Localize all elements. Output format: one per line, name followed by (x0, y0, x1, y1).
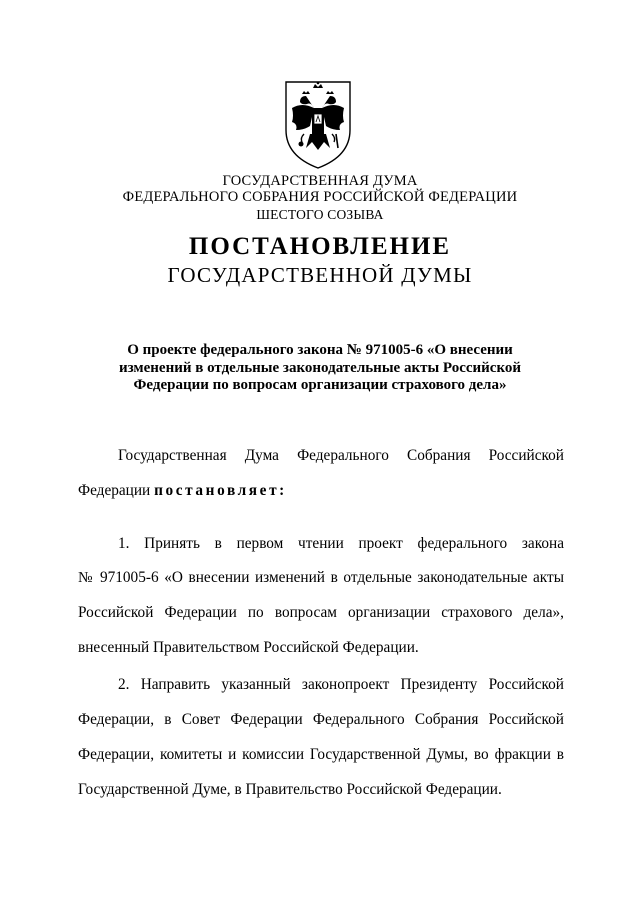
item-2-line: Федерации, комитеты и комиссии Государственной Думы, во фракции в (78, 746, 564, 763)
item-1-line: Российской Федерации по вопросам организации страхового дела», (78, 604, 564, 621)
decree-word: постановляет: (154, 482, 287, 499)
item-2-line: Федерации, в Совет Федерации Федерального Собрания Российской (78, 711, 564, 728)
intro-line-decree (78, 483, 564, 499)
subject-line: Федерации по вопросам организации страхового дела» (133, 377, 507, 393)
intro-subject: Федерации (78, 482, 151, 499)
resolution-subject (100, 342, 540, 395)
document-title: ПОСТАНОВЛЕНИЕ (188, 233, 452, 260)
intro-line: Государственная Дума Федерального Собрания Российской (118, 447, 564, 464)
header-line-assembly: ФЕДЕРАЛЬНОГО СОБРАНИЯ РОССИЙСКОЙ ФЕДЕРАЦИИ (122, 189, 518, 205)
item-1-line: № 971005-6 «О внесении изменений в отдельные законодательные акты (78, 569, 564, 586)
coat-of-arms-icon (280, 78, 356, 170)
item-1-line: внесенный Правительством Российской Федерации. (78, 639, 419, 656)
header-line-convocation: ШЕСТОГО СОЗЫВА (256, 207, 384, 222)
subject-line: изменений в отдельные законодательные акты Российской (118, 359, 522, 376)
subject-line: О проекте федерального закона № 971005-6 «О внесении (127, 342, 513, 358)
document-subtitle: ГОСУДАРСТВЕННОЙ ДУМЫ (167, 263, 473, 287)
item-1-line: 1. Принять в первом чтении проект федерального закона (118, 535, 564, 552)
item-2-line: 2. Направить указанный законопроект Президенту Российской (118, 676, 564, 693)
header-line-duma: ГОСУДАРСТВЕННАЯ ДУМА (222, 173, 418, 189)
item-2-line: Государственной Думе, в Правительство Российской Федерации. (78, 781, 502, 798)
